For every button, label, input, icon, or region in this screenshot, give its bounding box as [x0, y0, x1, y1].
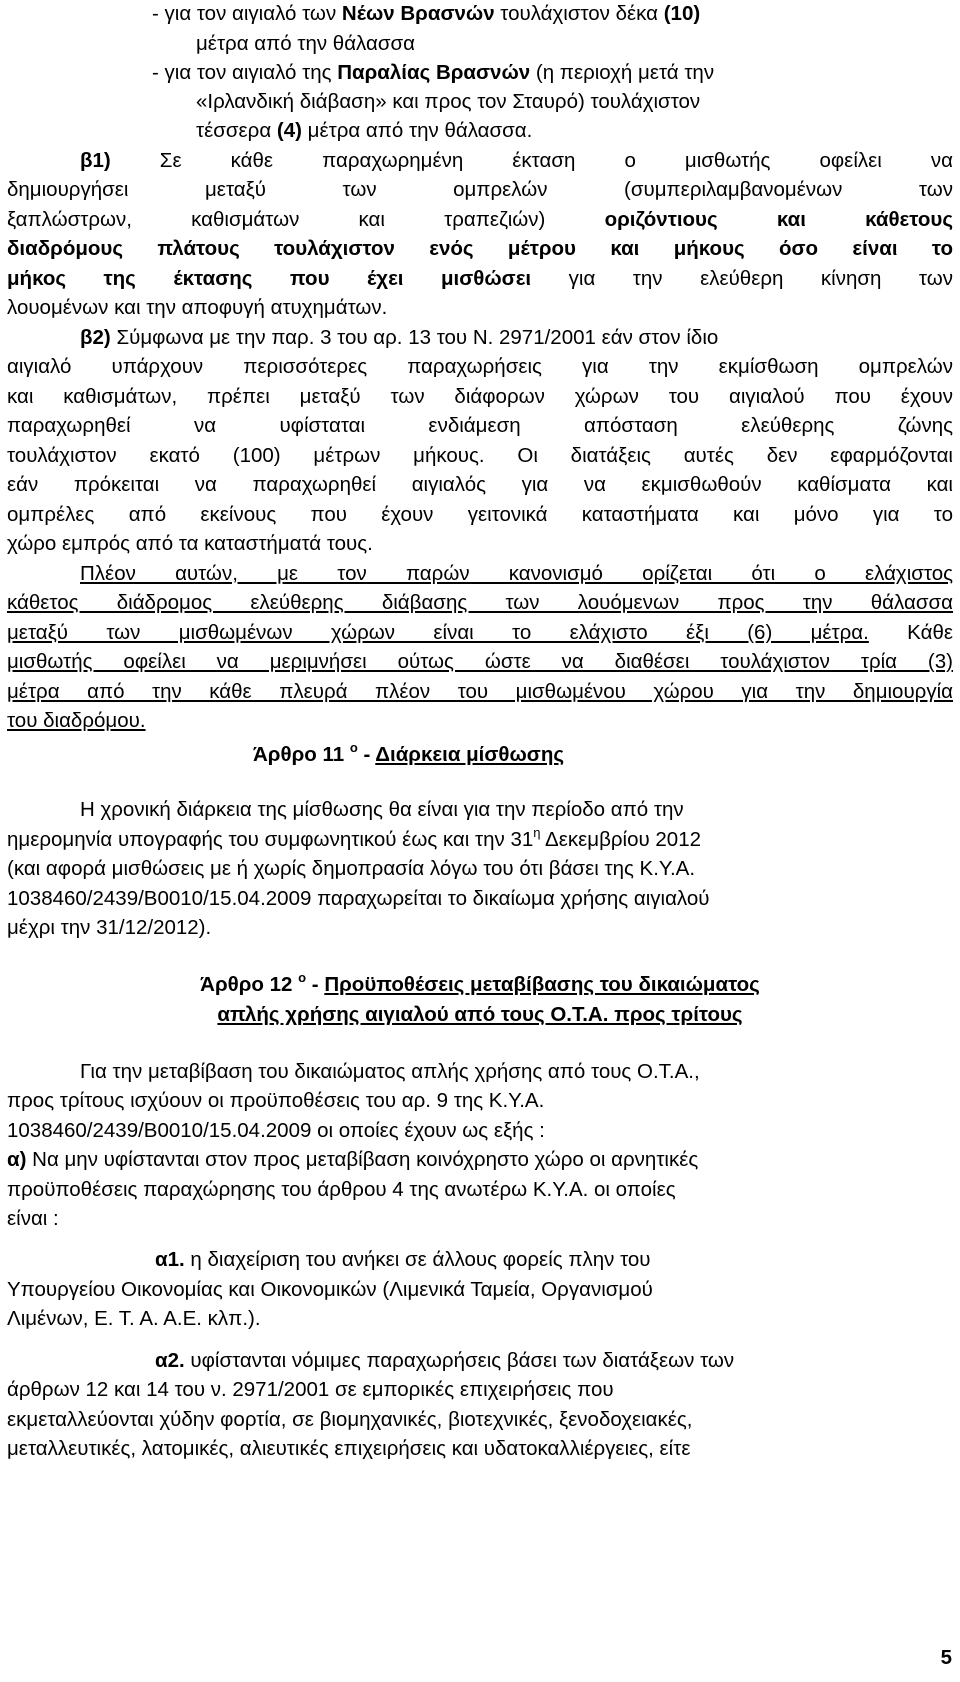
text-line: τέσσερα (4) μέτρα από την θάλασσα.: [196, 119, 533, 142]
text-line: λουομένων και την αποφυγή ατυχημάτων.: [7, 296, 388, 319]
text-line: α) Να μην υφίστανται στον προς μεταβίβαση κοινόχρηστο χώρο οι αρνητικές: [7, 1148, 699, 1171]
text-line: ξαπλώστρων, καθισμάτων και τραπεζιών) οριζόντιους και κάθετους: [7, 208, 953, 231]
bullet-line-1: - για τον αιγιαλό των Νέων Βρασνών τουλάχιστον δέκα (10): [152, 2, 701, 25]
underlined-line: μισθωτής οφείλει να μεριμνήσει ούτως ώστε να διαθέσει τουλάχιστον τρία (3): [7, 650, 953, 673]
page-number: 5: [940, 1646, 952, 1669]
article-12-heading-line-2: απλής χρήσης αιγιαλού από τους Ο.Τ.Α. προς τρίτους: [217, 1003, 743, 1026]
text-line: α1. η διαχείριση του ανήκει σε άλλους φορείς πλην του: [155, 1248, 651, 1271]
text-line: ομπρέλες από εκείνους που έχουν γειτονικά καταστήματα και μόνο για το: [7, 503, 953, 526]
text-line: Υπουργείου Οικονομίας και Οικονομικών (Λιμενικά Ταμεία, Οργανισμού: [7, 1278, 653, 1301]
text-line: και καθισμάτων, πρέπει μεταξύ των διάφορων χώρων του αιγιαλού που έχουν: [7, 385, 953, 408]
text-line: ημερομηνία υπογραφής του συμφωνητικού έως και την $31^\eta$ Δεκεμβρίου 2012: [7, 825, 702, 851]
text-line: (και αφορά μισθώσεις με ή χωρίς δημοπρασία λόγω του ότι βάσει της Κ.Υ.Α.: [7, 857, 696, 880]
article-11-heading: Άρθρο 11 $^o$ - Διάρκεια μίσθωσης: [253, 740, 564, 766]
paragraph-b1-start: β1) Σε κάθε παραχωρημένη έκταση ο μισθωτής οφείλει να: [80, 149, 953, 172]
paragraph-b2-start: β2) Σύμφωνα με την παρ. 3 του αρ. 13 του Ν. 2971/2001 εάν στον ίδιο: [80, 326, 719, 349]
text-line: μεταλλευτικές, λατομικές, αλιευτικές επιχειρήσεις και υδατοκαλλιέργειες, είτε: [7, 1437, 691, 1460]
text-line: προς τρίτους ισχύουν οι προϋποθέσεις του αρ. 9 της Κ.Υ.Α.: [7, 1089, 545, 1112]
text-line: μέτρα από την θάλασσα: [196, 32, 415, 55]
text-line: 1038460/2439/Β0010/15.04.2009 οι οποίες έχουν ως εξής :: [7, 1119, 545, 1142]
text-line: δημιουργήσει μεταξύ των ομπρελών (συμπεριλαμβανομένων των: [7, 178, 953, 201]
underlined-line: κάθετος διάδρομος ελεύθερης διάβασης των λουόμενων προς την θάλασσα: [7, 591, 953, 614]
underlined-line: του διαδρόμου.: [7, 709, 146, 732]
text-line: μέχρι την 31/12/2012).: [7, 916, 212, 939]
text-line: εκμεταλλεύονται χύδην φορτία, σε βιομηχανικές, βιοτεχνικές, ξενοδοχειακές,: [7, 1408, 693, 1431]
article-12-heading: Άρθρο 12 $^o$ - Προϋποθέσεις μεταβίβασης του δικαιώματος: [200, 970, 760, 996]
text-line: άρθρων 12 και 14 του ν. 2971/2001 σε εμπορικές επιχειρήσεις που: [7, 1378, 614, 1401]
bullet-line-2: - για τον αιγιαλό της Παραλίας Βρασνών (η περιοχή μετά την: [152, 61, 715, 84]
text-line: παραχωρηθεί να υφίσταται ενδιάμεση απόσταση ελεύθερης ζώνης: [7, 414, 953, 437]
text-line: εάν πρόκειται να παραχωρηθεί αιγιαλός για να εκμισθωθούν καθίσματα και: [7, 473, 953, 496]
text-line: Η χρονική διάρκεια της μίσθωσης θα είναι για την περίοδο από την: [80, 798, 684, 821]
text-line: είναι :: [7, 1207, 59, 1230]
text-line: 1038460/2439/Β0010/15.04.2009 παραχωρείται το δικαίωμα χρήσης αιγιαλού: [7, 887, 710, 910]
text-line: Για την μεταβίβαση του δικαιώματος απλής χρήσης από τους Ο.Τ.Α.,: [80, 1060, 700, 1083]
underlined-line: μέτρα από την κάθε πλευρά πλέον του μισθωμένου χώρου για την δημιουργία: [7, 680, 953, 703]
text-line: «Ιρλανδική διάβαση» και προς τον Σταυρό) τουλάχιστον: [196, 90, 701, 113]
text-line: μήκος της έκτασης που έχει μισθώσει για την ελεύθερη κίνηση των: [7, 267, 953, 290]
text-line: χώρο εμπρός από τα καταστήματά τους.: [7, 532, 373, 555]
text-line: προϋποθέσεις παραχώρησης του άρθρου 4 της ανωτέρω Κ.Υ.Α. οι οποίες: [7, 1178, 676, 1201]
text-line: α2. υφίστανται νόμιμες παραχωρήσεις βάσει των διατάξεων των: [155, 1349, 735, 1372]
text-line: αιγιαλό υπάρχουν περισσότερες παραχωρήσεις για την εκμίσθωση ομπρελών: [7, 355, 953, 378]
underlined-line: Πλέον αυτών, με τον παρών κανονισμό ορίζεται ότι ο ελάχιστος: [80, 562, 953, 585]
text-line: διαδρόμους πλάτους τουλάχιστον ενός μέτρου και μήκους όσο είναι το: [7, 237, 953, 260]
text-line: Λιμένων, Ε. Τ. Α. Α.Ε. κλπ.).: [7, 1307, 261, 1330]
text-line: τουλάχιστον εκατό (100) μέτρων μήκους. Οι διατάξεις αυτές δεν εφαρμόζονται: [7, 444, 953, 467]
text-line: μεταξύ των μισθωμένων χώρων είναι το ελάχιστο έξι (6) μέτρα. Κάθε: [7, 621, 953, 644]
